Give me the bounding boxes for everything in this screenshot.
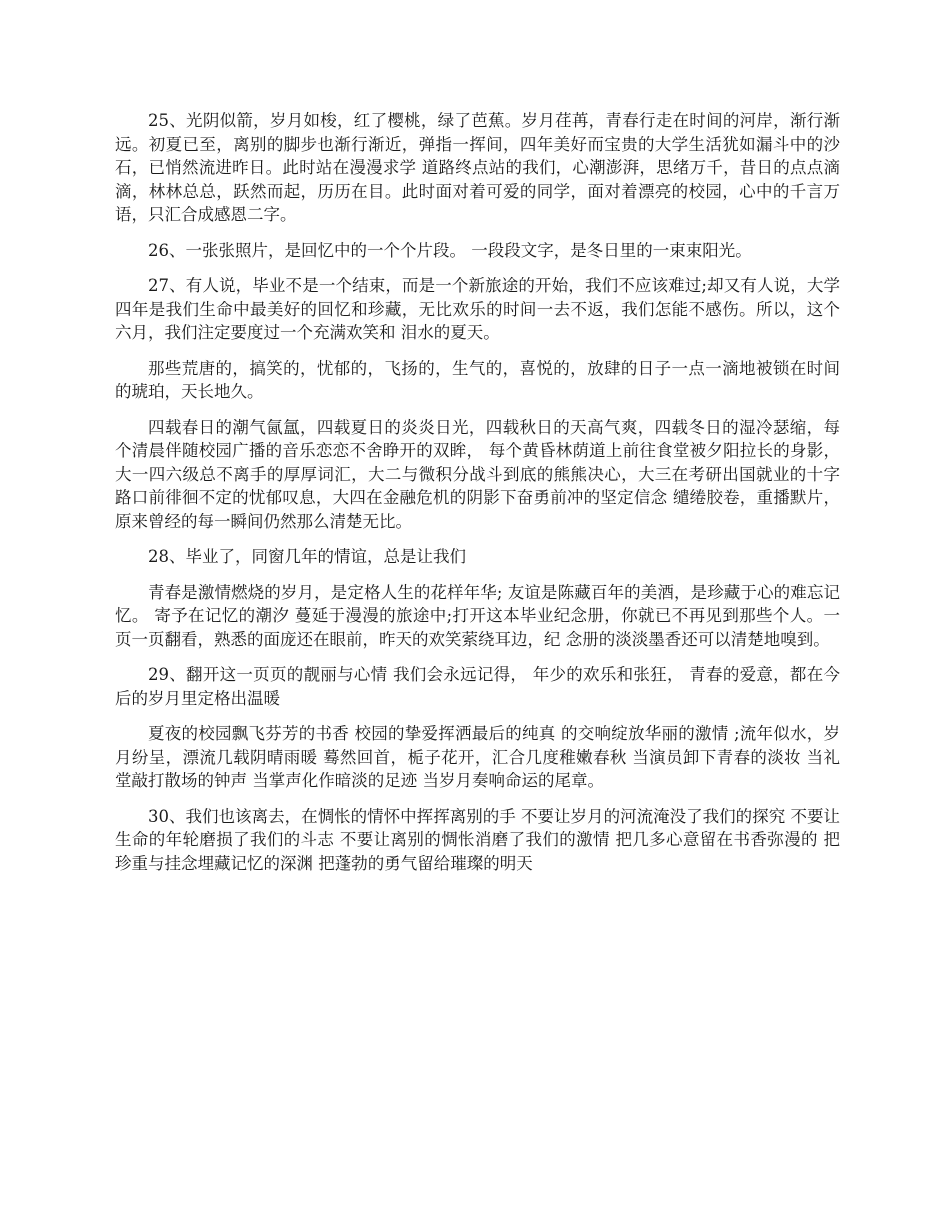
- paragraph-28-continued: 青春是激情燃烧的岁月，是定格人生的花样年华; 友谊是陈藏百年的美酒，是珍藏于心的难忘记忆。 寄予在记忆的潮汐 蔓延于漫漫的旅途中;打开这本毕业纪念册，你就已不再见到那些个人。一页一页翻看，熟悉的面庞还在眼前，昨天的欢笑萦绕耳边，纪 念册的淡淡墨香还可以清楚地嗅到。: [115, 582, 840, 649]
- paragraph-30: 30、我们也该离去，在惆怅的情怀中挥挥离别的手 不要让岁月的河流淹没了我们的探究 不要让生命的年轮磨损了我们的斗志 不要让离别的惆怅消磨了我们的激情 把几多心意留在书香弥漫的 把珍重与挂念埋藏记忆的深渊 把蓬勃的勇气留给璀璨的明天: [115, 806, 840, 873]
- paragraph-29: 29、翻开这一页页的靓丽与心情 我们会永远记得， 年少的欢乐和张狂， 青春的爱意，都在今后的岁月里定格出温暖: [115, 665, 840, 708]
- paragraph-26: 26、一张张照片，是回忆中的一个个片段。 一段段文字，是冬日里的一束束阳光。: [148, 240, 752, 260]
- paragraph-four-years: 四载春日的潮气氤氲，四载夏日的炎炎日光，四载秋日的天高气爽，四载冬日的湿冷瑟缩，每个清晨伴随校园广播的音乐恋恋不舍睁开的双眸， 每个黄昏林荫道上前往食堂被夕阳拉长的身影， 大一四六级总不离手的厚厚词汇，大二与微积分战斗到底的熊熊决心，大三在考研出国就业的十字路口前徘徊不定的忧郁叹息，大四在金融危机的阴影下奋勇前冲的坚定信念 缱绻胶卷，重播默片，原来曾经的每一瞬间仍然那么清楚无比。: [115, 417, 840, 531]
- paragraph-27-continued: 那些荒唐的，搞笑的，忧郁的，飞扬的，生气的，喜悦的，放肆的日子一点一滴地被锁在时间的琥珀，天长地久。: [115, 358, 840, 401]
- paragraph-25: 25、光阴似箭，岁月如梭，红了樱桃，绿了芭蕉。岁月荏苒，青春行走在时间的河岸，渐行渐远。初夏已至，离别的脚步也渐行渐近，弹指一挥间，四年美好而宝贵的大学生活犹如漏斗中的沙石，已悄然流进昨日。此时站在漫漫求学 道路终点站的我们，心潮澎湃，思绪万千，昔日的点点滴滴，林林总总，跃然而起，历历在目。此时面对着可爱的同学，面对着漂亮的校园，心中的千言万语，只汇合成感恩二字。: [115, 111, 840, 224]
- paragraph-28: 28、毕业了，同窗几年的情谊，总是让我们: [148, 547, 466, 566]
- paragraph-29-continued: 夏夜的校园飘飞芬芳的书香 校园的挚爱挥洒最后的纯真 的交响绽放华丽的激情 ;流年似水，岁月纷呈，漂流几载阴晴雨暖 蓦然回首，栀子花开，汇合几度稚嫩春秋 当演员卸下青春的淡妆 当礼堂敲打散场的钟声 当掌声化作暗淡的足迹 当岁月奏响命运的尾章。: [115, 724, 840, 790]
- paragraph-27: 27、有人说，毕业不是一个结束，而是一个新旅途的开始，我们不应该难过;却又有人说，大学四年是我们生命中最美好的回忆和珍藏，无比欢乐的时间一去不返，我们怎能不感伤。所以，这个六月，我们注定要度过一个充满欢笑和 泪水的夏天。: [115, 276, 840, 342]
- document-body: [115, 109, 840, 887]
